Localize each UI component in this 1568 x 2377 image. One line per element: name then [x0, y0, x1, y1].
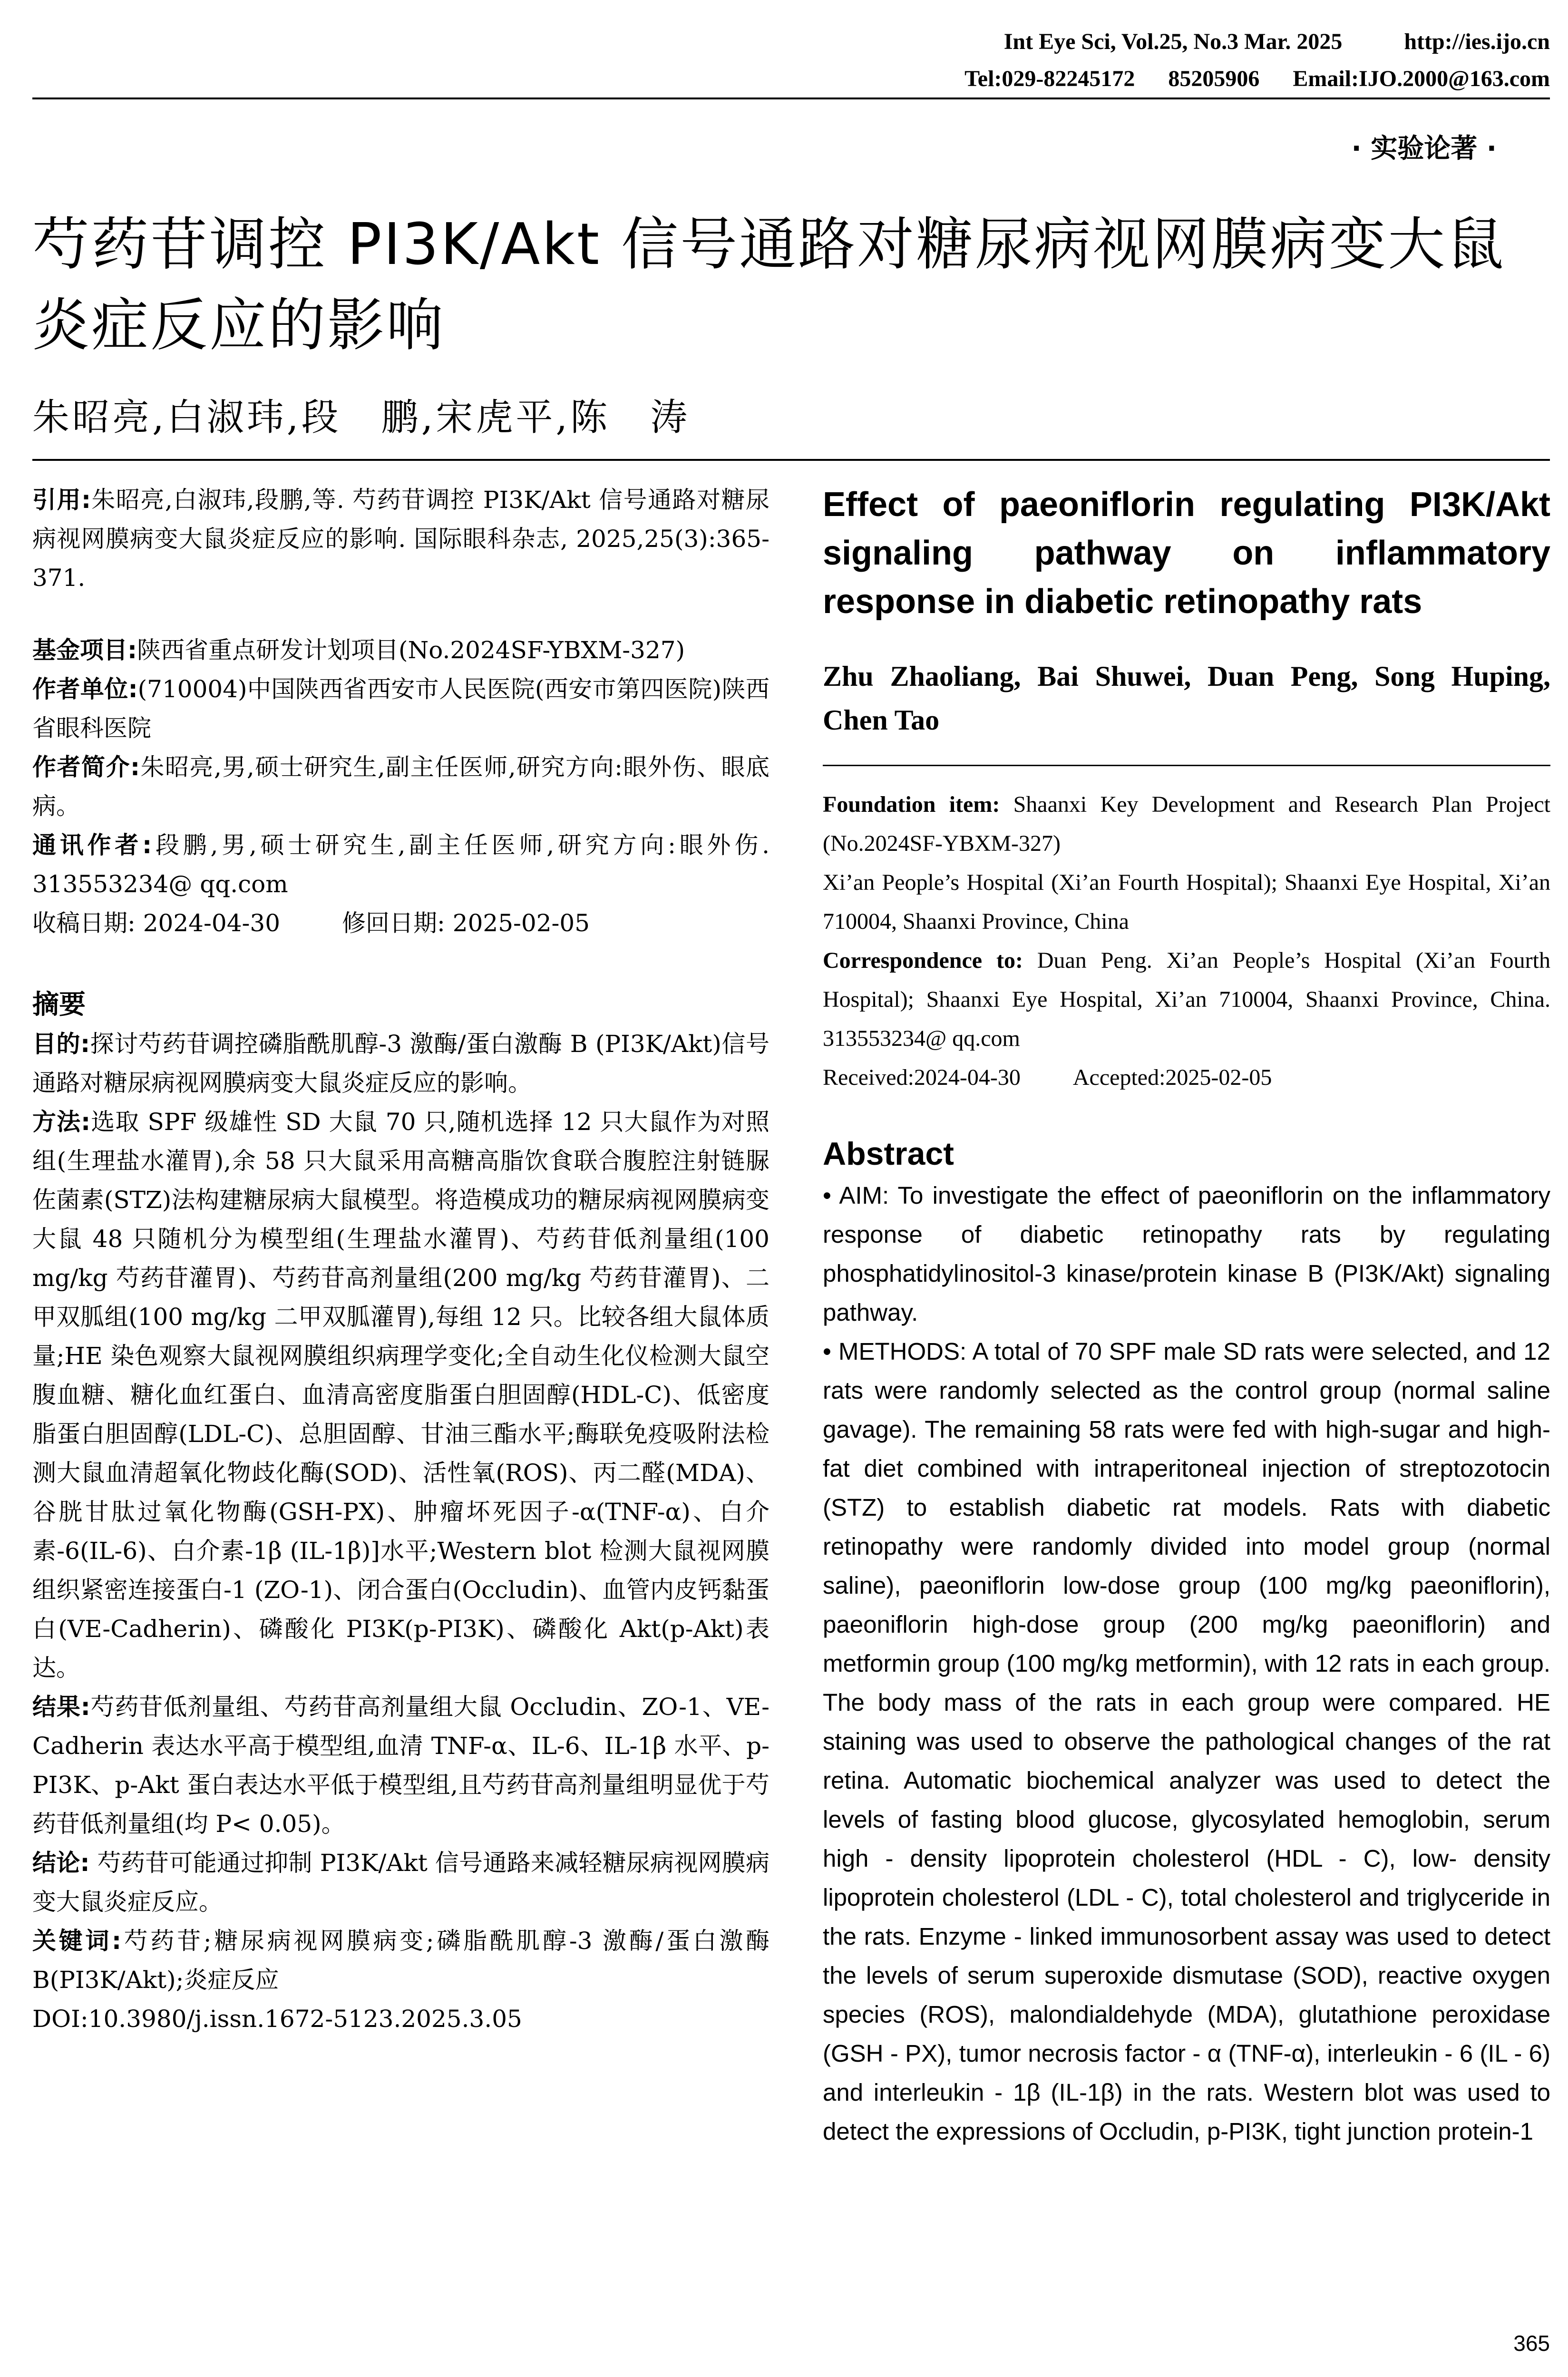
authors-en: Zhu Zhaoliang, Bai Shuwei, Duan Peng, Song Huping, Chen Tao — [823, 661, 1550, 736]
running-header-line1 — [837, 29, 1550, 55]
correspondence-en: Correspondence to: Duan Peng. Xi’an People’s Hospital (Xi’an Fourth Hospital); Shaanxi Eye Hospital, Xi’an 710004, Shaanxi Province, China. 313553234@ qq.com — [823, 948, 1551, 1051]
title-en: Effect of paeoniflorin regulating PI3K/Akt signaling pathway on inflammatory response in diabetic retinopathy rats — [823, 486, 1550, 621]
fund-item: 基金项目:陕西省重点研发计划项目(No.2024SF-YBXM-327) — [32, 636, 685, 664]
journal-email[interactable]: Email:IJO.2000@163.com — [1293, 66, 1550, 91]
abstract-heading-en: Abstract — [823, 1136, 954, 1172]
aim-en: • AIM: To investigate the effect of paeoniflorin on the inflammatory response of diabetic retinopathy rats by regulating phosphatidylinositol-3 kinase/protein kinase B (PI3K/Akt) signaling pathway. — [823, 1182, 1550, 1326]
abstract-heading-cn: 摘要 — [32, 989, 86, 1020]
dates-en — [823, 1058, 1550, 1097]
author-bio: 作者简介:朱昭亮,男,硕士研究生,副主任医师,研究方向:眼外伤、眼底病。 — [32, 753, 770, 820]
accepted-date-en: Accepted:2025-02-05 — [1072, 1065, 1272, 1090]
journal-info: Int Eye Sci, Vol.25, No.3 Mar. 2025 — [1003, 29, 1343, 54]
foundation-item: Foundation item: Shaanxi Key Development and Research Plan Project (No.2024SF-YBXM-327) — [823, 792, 1551, 856]
methods-cn: 方法:选取 SPF 级雄性 SD 大鼠 70 只,随机选择 12 只大鼠作为对照组(生理盐水灌胃),余 58 只大鼠采用高糖高脂饮食联合腹腔注射链脲佐菌素(STZ)法构建糖尿病大鼠模型。将造模成功的糖尿病视网膜病变大鼠 48 只随机分为模型组(生理盐水灌胃)、芍药苷低剂量组(100 mg/kg 芍药苷灌胃)、芍药苷高剂量组(200 mg/kg 芍药苷灌胃)、二甲双胍组(100 mg/kg 二甲双胍灌胃),每组 12 只。比较各组大鼠体质量;HE 染色观察大鼠视网膜组织病理学变化;全自动生化仪检测大鼠空腹血糖、糖化血红蛋白、血清高密度脂蛋白胆固醇(HDL-C)、低密度脂蛋白胆固醇(LDL-C)、总胆固醇、甘油三酯水平;酶联免疫吸附法检测大鼠血清超氧化物歧化酶(SOD)、活性氧(ROS)、丙二醛(MDA)、谷胱甘肽过氧化物酶(GSH-PX)、肿瘤坏死因子-α(TNF-α)、白介素-6(IL-6)、白介素-1β (IL-1β)]水平;Western blot 检测大鼠视网膜组织紧密连接蛋白-1 (ZO-1)、闭合蛋白(Occludin)、血管内皮钙黏蛋白(VE-Cadherin)、磷酸化 PI3K(p-PI3K)、磷酸化 Akt(p-Akt)表达。 — [32, 1108, 769, 1682]
journal-url[interactable]: http://ies.ijo.cn — [1404, 29, 1550, 54]
affiliation-en: Xi’an People’s Hospital (Xi’an Fourth Hospital); Shaanxi Eye Hospital, Xi’an 710004, Shaanxi Province, China — [823, 870, 1550, 934]
article-category: · 实验论著 · — [1351, 133, 1497, 164]
corresponding-author: 通讯作者:段鹏,男,硕士研究生,副主任医师,研究方向:眼外伤. 313553234@ qq.com — [32, 831, 769, 898]
results-cn: 结果:芍药苷低剂量组、芍药苷高剂量组大鼠 Occludin、ZO-1、VE-Cadherin 表达水平高于模型组,血清 TNF-α、IL-6、IL-1β 水平、p-PI3K、p-Akt 蛋白表达水平低于模型组,且芍药苷高剂量组明显优于芍药苷低剂量组(均 P< 0.05)。 — [32, 1693, 770, 1838]
title-rule — [32, 459, 1550, 461]
en-rule — [823, 765, 1550, 766]
left-column-cn — [32, 480, 769, 2038]
page-title: 芍药苷调控 PI3K/Akt 信号通路对糖尿病视网膜病变大鼠炎症反应的影响 — [32, 212, 1506, 359]
journal-tel: Tel:029-82245172 — [964, 66, 1135, 91]
page-number: 365 — [1513, 2331, 1550, 2356]
received-date-cn: 收稿日期: 2024-04-30 — [32, 909, 281, 937]
doi[interactable]: DOI:10.3980/j.issn.1672-5123.2025.3.05 — [32, 2005, 522, 2033]
methods-en: • METHODS: A total of 70 SPF male SD rats were selected, and 12 rats were randomly selected as the control group (normal saline gavage). The remaining 58 rats were fed with high-sugar and high-fat diet combined with intraperitoneal injection of streptozotocin (STZ) to establish diabetic rat models. Rats with diabetic retinopathy were randomly divided into model group (normal saline), paeoniflorin low-dose group (100 mg/kg paeoniflorin), paeoniflorin high-dose group (200 mg/kg paeoniflorin) and metformin group (100 mg/kg metformin), with 12 rats in each group. The body mass of the rats in each group were compared. HE staining was used to observe the pathological changes of the rat retina. Automatic biochemical analyzer was used to detect the levels of fasting blood glucose, glycosylated hemoglobin, serum high - density lipoprotein cholesterol (HDL - C), low- density lipoprotein cholesterol (LDL - C), total cholesterol and triglyceride in the rats. Enzyme - linked immunosorbent assay was used to detect the levels of serum superoxide dismutase (SOD), reactive oxygen species (ROS), malondialdehyde (MDA), glutathione peroxidase (GSH - PX), tumor necrosis factor - α (TNF-α), interleukin - 6 (IL - 6) and interleukin - 1β (IL-1β) in the rats. Western blot was used to detect the expressions of Occludin, p-PI3K, tight junction protein-1 — [823, 1338, 1550, 2145]
running-header-line2 — [964, 66, 1550, 92]
aim-cn: 目的:探讨芍药苷调控磷脂酰肌醇-3 激酶/蛋白激酶 B (PI3K/Akt)信号通路对糖尿病视网膜病变大鼠炎症反应的影响。 — [32, 1030, 769, 1097]
conclusion-cn: 结论: 芍药苷可能通过抑制 PI3K/Akt 信号通路来减轻糖尿病视网膜病变大鼠炎症反应。 — [32, 1849, 769, 1916]
keywords-cn: 关键词:芍药苷;糖尿病视网膜病变;磷脂酰肌醇-3 激酶/蛋白激酶 B(PI3K/Akt);炎症反应 — [32, 1927, 770, 1994]
journal-tel2: 85205906 — [1168, 66, 1260, 91]
authors-cn: 朱昭亮,白淑玮,段 鹏,宋虎平,陈 涛 — [32, 396, 691, 439]
dates-cn — [32, 904, 769, 943]
citation: 引用:朱昭亮,白淑玮,段鹏,等. 芍药苷调控 PI3K/Akt 信号通路对糖尿病视网膜病变大鼠炎症反应的影响. 国际眼科杂志, 2025,25(3):365-371. — [32, 486, 769, 592]
revised-date-cn: 修回日期: 2025-02-05 — [342, 909, 590, 937]
header-rule — [32, 97, 1550, 99]
right-column-en — [823, 480, 1550, 2151]
received-date-en: Received:2024-04-30 — [823, 1065, 1021, 1090]
author-unit: 作者单位:(710004)中国陕西省西安市人民医院(西安市第四医院)陕西省眼科医院 — [32, 675, 769, 742]
